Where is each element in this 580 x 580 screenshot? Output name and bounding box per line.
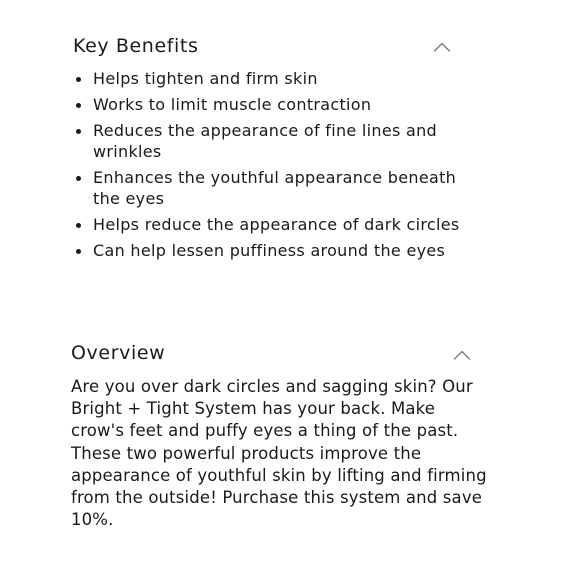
key-benefits-list [73,68,473,266]
overview-header[interactable] [0,340,580,366]
chevron-up-icon[interactable] [453,349,471,361]
chevron-up-icon[interactable] [433,41,451,53]
benefit-item: Helps tighten and firm skin [73,68,473,89]
benefit-item: Works to limit muscle contraction [73,94,473,115]
key-benefits-title: Key Benefits [73,35,199,57]
benefit-item: Reduces the appearance of fine lines and wrinkles [73,120,473,162]
key-benefits-header[interactable] [0,33,580,59]
overview-description: Are you over dark circles and sagging skin? Our Bright + Tight System has your back. Make crow's feet and puffy eyes a thing of the past. These two powerful products improve the appearance of youthful skin by lifting and firming from the outside! Purchase this system and save 10%. [71,377,487,530]
overview-title: Overview [71,342,166,364]
benefit-item: Helps reduce the appearance of dark circles [73,214,473,235]
overview-section [0,340,580,530]
benefit-item: Enhances the youthful appearance beneath the eyes [73,167,473,209]
benefit-item: Can help lessen puffiness around the eyes [73,240,473,261]
key-benefits-section [0,33,580,260]
